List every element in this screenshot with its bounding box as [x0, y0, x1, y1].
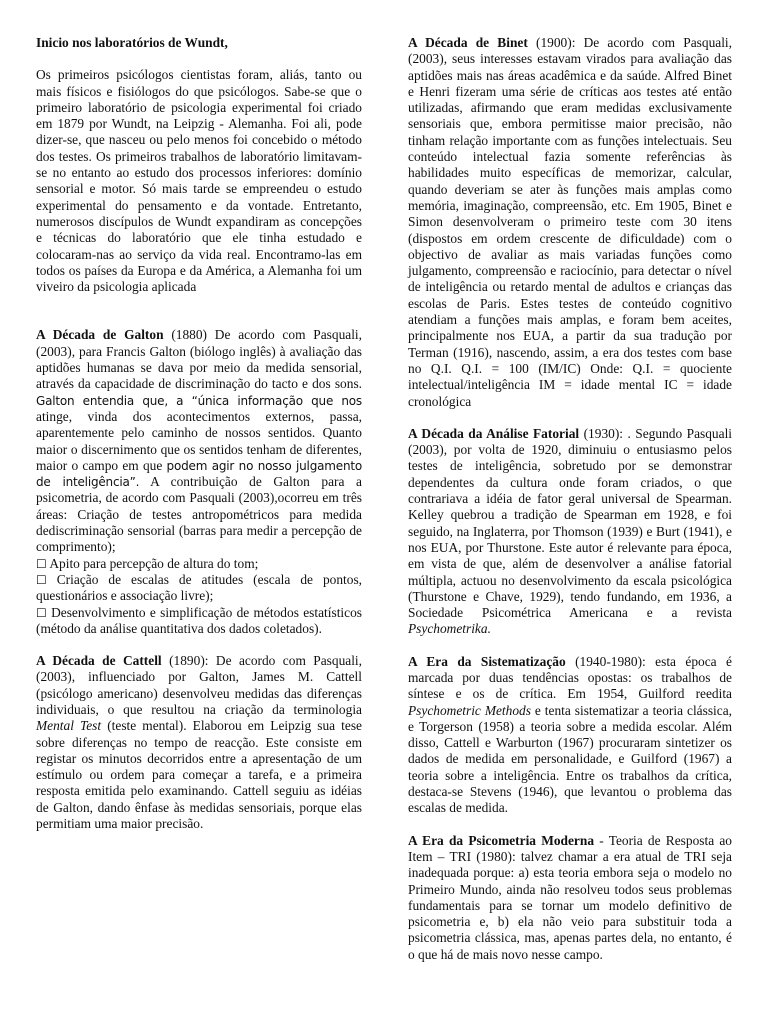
- galton-list-item: ☐ Criação de escalas de atitudes (escala de pontos, questionários e associação livre);: [36, 571, 362, 604]
- checkbox-icon: ☐: [36, 556, 47, 571]
- moderna-body: - Teoria de Resposta ao Item – TRI (1980): talvez chamar a era atual de TRI seja inadequada porque: a) esta teoria embora seja o modelo no Primeiro Mundo, ainda não resolveu todos seus problemas fundamentais para se tornar um modelo definitivo de psicometria e, b) ela não veio para substituir toda a psicometria clássica, mas, apenas partes dela, no entanto, é o que há de mais novo nesse campo.: [408, 832, 733, 962]
- checkbox-icon: ☐: [36, 605, 47, 620]
- left-column: [36, 35, 362, 832]
- section-title-galton: A Década de Galton: [36, 327, 164, 343]
- sistematizacao-book: Psychometric Methods: [408, 702, 531, 718]
- section-title-binet: A Década de Binet: [408, 35, 528, 50]
- galton-intro: (1880) De acordo com Pasquali, (2003), para Francis Galton (biólogo inglês) à avaliação das aptidões humanas se dava por meio da medida sensorial, através da capacidade de discriminação do tacto e dos sons.: [36, 327, 363, 392]
- section-title-sistematizacao: A Era da Sistematização: [408, 653, 566, 669]
- binet-body: (1900): De acordo com Pasquali, (2003), seus interesses estavam virados para avaliação das aptidões mais nas áreas acadêmica e da saúde. Alfred Binet e Henri fizeram uma série de críticas aos testes até então utilizadas, afirmando que eram medidas exclusivamente sensoriais que, embora permitisse maior precisão, não tinham relação importante com as funções intelectuais. Seu conteúdo intelectual fazia somente referências às habilidades muito específicas de memorizar, calcular, quando deveriam se ater às funções mais amplas como memória, imaginação, compreensão, etc. Em 1905, Binet e Simon desenvolveram o primeiro teste com 30 itens (dispostos em ordem crescente de dificuldade) com o objectivo de avaliar as mais variadas funções como julgamento, compreensão e raciocínio, para detectar o nível de inteligência ou retardo mental de adultos e crianças das escolas de Paris. Estes testes de conteúdo cognitivo atendiam a funções mais amplas, e foram bem aceites, principalmente nos EUA, a partir da sua tradução por Terman (1916), nascendo, assim, a era dos testes com base no Q.I. Q.I. = 100 (IM/IC) Onde: Q.I. = quociente intelectual/inteligência IM = idade mental IC = idade cronológica: [408, 35, 732, 409]
- galton-quote-start: Galton entendia que, a “única informação que nos: [36, 393, 362, 408]
- section-title-wundt: Inicio nos laboratórios de Wundt,: [36, 35, 228, 50]
- fatorial-journal: Psychometrika.: [408, 621, 491, 637]
- galton-quote-end: podem agir no nosso julgamento de inteligência”.: [36, 458, 362, 490]
- section-cattell: [36, 653, 362, 832]
- sistematizacao-pre: (1940-1980): esta época é marcada por duas tendências opostas: os trabalhos de síntese e os de crítica. Em 1954, Guilford reedita: [408, 653, 732, 702]
- section-moderna: [408, 833, 732, 963]
- cattell-pre: (1890): De acordo com Pasquali, (2003), influenciado por Galton, James M. Cattell (psicólogo americano) desenvolveu medidas das diferenças individuais, o que resultou na criação da terminologia: [36, 653, 362, 717]
- galton-middle: atinge, vinda dos acontecimentos externos, passa, aparentemente pelo caminho de nossos sentidos. Quanto maior o discernimento que os sentidos tenham de diferentes, maior o campo em que: [36, 408, 362, 473]
- galton-list-item: ☐ Desenvolvimento e simplificação de métodos estatísticos (método da análise quantitativa dos dados coletados).: [36, 604, 362, 636]
- galton-list-item: ☐ Apito para percepção de altura do tom;: [36, 555, 259, 571]
- right-column: [408, 35, 732, 963]
- galton-outro: A contribuição de Galton para a psicometria, de acordo com Pasquali (2003),ocorreu em três áreas: Criação de testes antropométricos para medida dediscriminação sensorial (barras para medir a percepção de comprimento);: [36, 474, 362, 555]
- section-title-fatorial: A Década da Análise Fatorial: [408, 425, 580, 441]
- cattell-post: (teste mental). Elaborou em Leipzig sua tese sobre diferenças no tempo de reacção. Este consiste em registar os minutos decorridos entre a apresentação de um estímulo ou ordem para começar a tarefa, e a primeira resposta emitida pelo examinando. Cattell seguiu as idéias de Galton, dando ênfase às medidas sensoriais, porque elas permitiam uma maior precisão.: [36, 718, 363, 832]
- section-title-moderna: A Era da Psicometria Moderna: [408, 832, 595, 848]
- section-title-cattell: A Década de Cattell: [36, 653, 162, 669]
- section-sistematizacao: [408, 654, 732, 817]
- section-body-wundt: Os primeiros psicólogos cientistas foram, aliás, tanto ou mais físicos e fisiólogos do que psicólogos. Sabe-se que o primeiro laboratório de psicologia experimental foi criado em 1879 por Wundt, na Leipzig - Alemanha. Foi ali, pode dizer-se, que nasceu ou pelo menos foi concebido o método dos testes. Os primeiros trabalhos de laboratório limitavam-se no entanto ao estudo dos processos inferiores: domínio sensorial e motor. Só mais tarde se empreendeu o estudo experimental do pensamento e da vontade. Entretanto, numerosos discípulos de Wundt expandiram as concepções e técnicas do laboratório que ele tinha estudado e colocaram-nas ao serviço da vida real. Encontramo-las em todos os países da Europa e da América, a Alemanha foi um viveiro da psicologia aplicada: [36, 67, 362, 295]
- section-galton: [36, 327, 362, 555]
- fatorial-body: (1930): . Segundo Pasquali (2003), por volta de 1920, diminuiu o entusiasmo pelos testes de inteligência, sobretudo por se demonstrar dependentes da cultura onde foram criados, o que contrariava a idéia de fator geral universal de Spearman. Kelley quebrou a tradição de Spearman em 1928, e foi seguido, na Inglaterra, por Thomson (1939) e Burt (1941), e nos EUA, por Thurstone. Este autor é relevante para época, em vista de que, além de desenvolver a análise fatorial múltipla, actuou no desenvolvimento da escala psicológica (Thurstone e Chave, 1929), tendo fundando, em 1936, a Sociedade Psicométrica Americana e a revista: [408, 425, 733, 621]
- sistematizacao-post: e tenta sistematizar a teoria clássica, e Torgerson (1958) a teoria sobre a medida escolar. Além disso, Cattell e Warburton (1967) procuraram sintetizer os dados de medida em personalidade, e Guilford (1967) a teoria sobre a inteligência. Entre os trabalhos da crítica, destaca-se Stevens (1946), que levantou o problema das escalas de medida.: [408, 702, 732, 816]
- section-binet: [408, 35, 732, 410]
- checkbox-icon: ☐: [36, 572, 47, 587]
- section-fatorial: [408, 426, 732, 638]
- cattell-term: Mental Test: [36, 718, 102, 734]
